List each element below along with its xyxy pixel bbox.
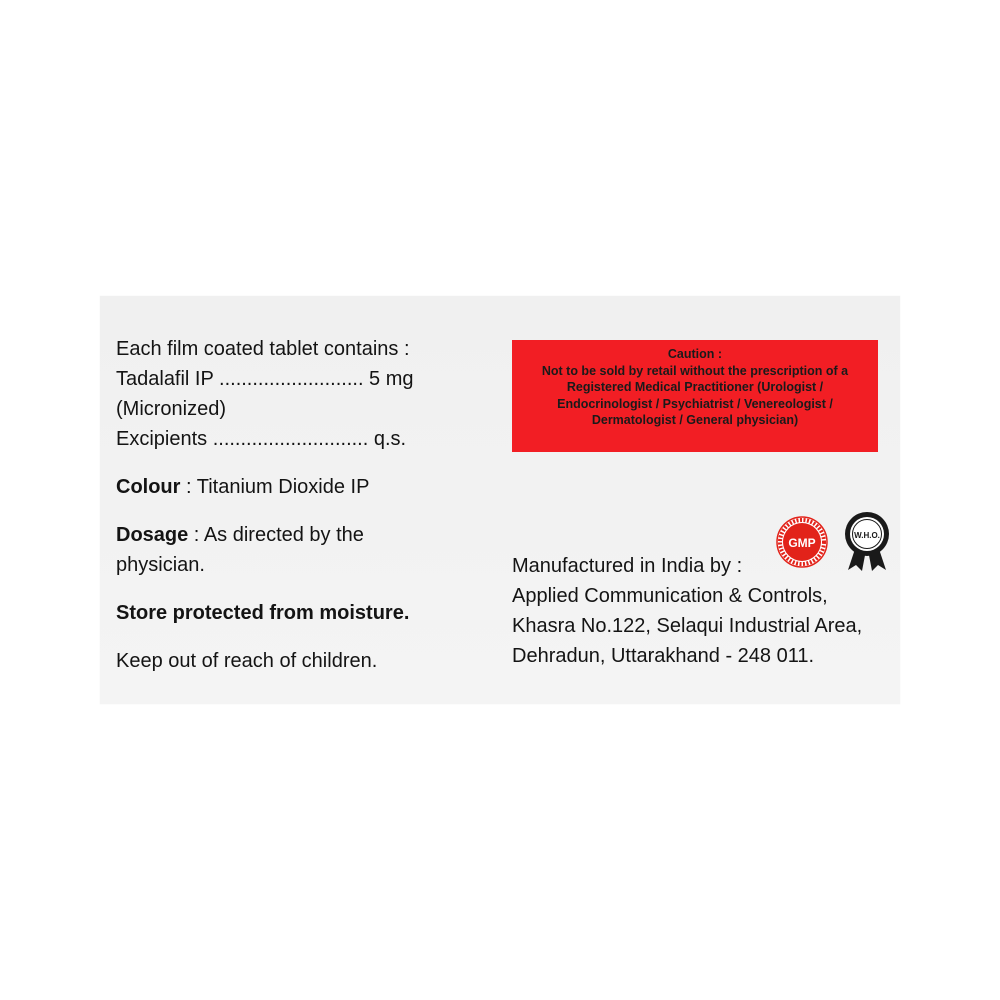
composition-heading: Each film coated tablet contains : (116, 338, 410, 360)
manufacturer-name: Applied Communication & Controls, (512, 585, 828, 607)
who-badge-text: W.H.O. (854, 531, 880, 540)
caution-title: Caution : (667, 347, 723, 361)
manufacturer-heading: Manufactured in India by : (512, 555, 743, 577)
caution-line: Endocrinologist / Psychiatrist / Venereologist / (557, 396, 833, 411)
dosage-label: Dosage (116, 524, 189, 546)
composition-micronized: (Micronized) (116, 398, 227, 420)
colour-line (116, 472, 456, 502)
caution-line: Registered Medical Practitioner (Urologist / (566, 380, 824, 394)
dosage-value: : As directed by the (188, 524, 364, 546)
caution-line: Dermatologist / General physician) (591, 413, 799, 427)
manufacturer-address-line: Khasra No.122, Selaqui Industrial Area, (512, 615, 863, 637)
manufacturer-info (512, 551, 892, 671)
colour-value: : Titanium Dioxide IP (180, 476, 370, 498)
dosage-block (116, 520, 456, 580)
dosage-line (116, 520, 456, 550)
caution-box (512, 340, 878, 452)
caution-line: Not to be sold by retail without the prescription of a (541, 363, 849, 378)
child-warning: Keep out of reach of children. (116, 650, 378, 672)
dosage-value-continued: physician. (116, 554, 205, 576)
composition-active-ingredient: Tadalafil IP .......................... 5 mg (116, 368, 414, 390)
storage-instruction: Store protected from moisture. (116, 602, 410, 624)
gmp-badge-text: GMP (788, 536, 816, 550)
product-info (116, 334, 456, 676)
composition-excipients: Excipients ............................ q.s. (116, 428, 407, 450)
colour-label: Colour (116, 476, 181, 498)
manufacturer-address-line: Dehradun, Uttarakhand - 248 011. (512, 645, 815, 667)
carton-panel (100, 296, 900, 704)
